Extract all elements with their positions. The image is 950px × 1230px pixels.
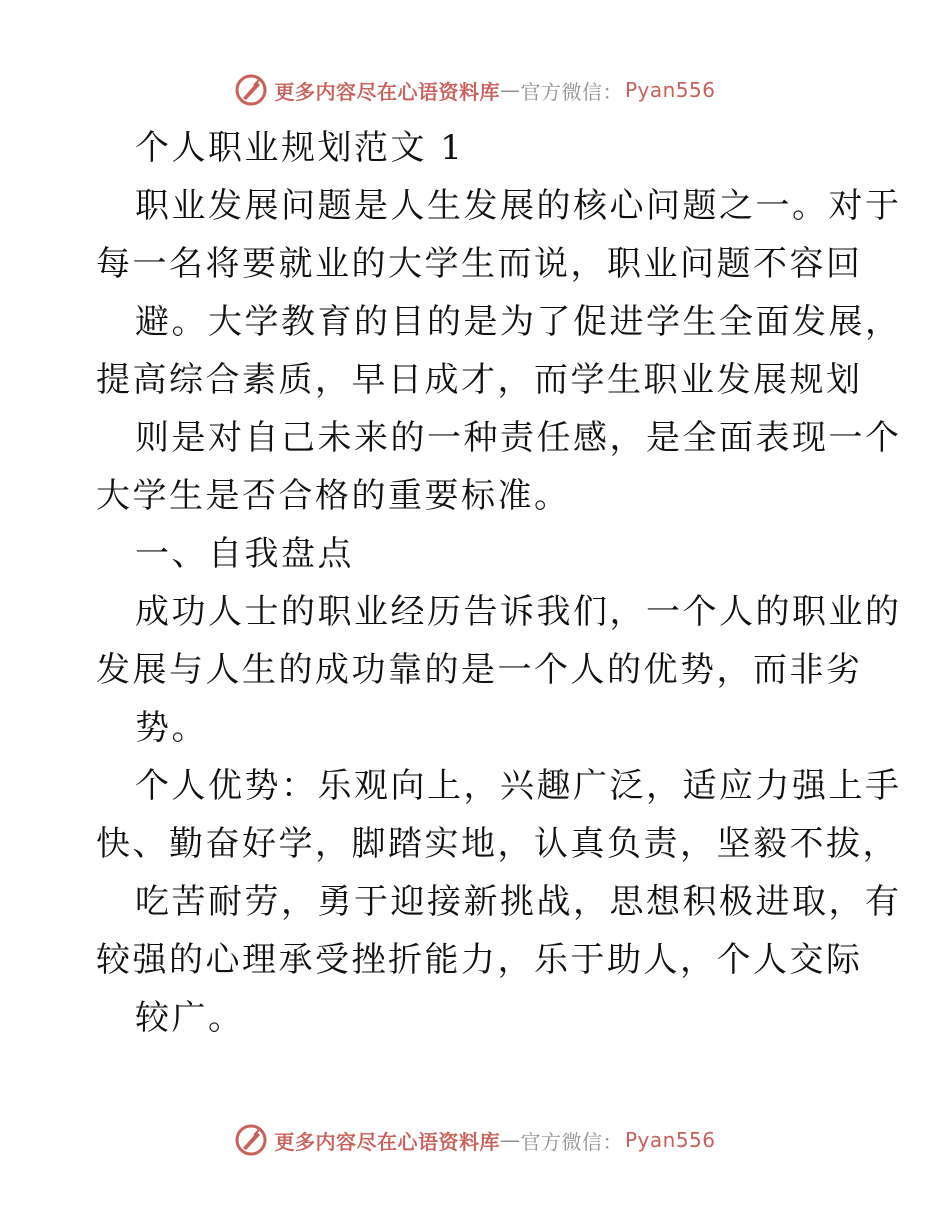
section-heading: 一、自我盘点 [135,534,354,574]
watermark-separator: — [499,1128,521,1152]
paragraph-line: 每一名将要就业的大学生而说，职业问题不容回 [96,244,863,284]
paragraph-line: 发展与人生的成功靠的是一个人的优势，而非劣 [96,650,863,690]
paragraph-line: 成功人士的职业经历告诉我们，一个人的职业的 [135,592,902,632]
footer-watermark [0,1120,950,1160]
paragraph-line: 较广。 [135,998,245,1038]
header-watermark [0,70,950,110]
feather-pen-badge-icon [234,73,268,107]
watermark-brand-text: 更多内容尽在心语资料库 [274,1129,500,1154]
watermark-brand-text: 更多内容尽在心语资料库 [274,79,500,104]
paragraph-line: 避。大学教育的目的是为了促进学生全面发展， [135,302,902,342]
paragraph-line: 快、勤奋好学，脚踏实地，认真负责，坚毅不拔， [96,824,899,864]
paragraph-line: 势。 [135,708,208,748]
watermark-wechat-label: 官方微信： [520,1129,623,1154]
document-title: 个人职业规划范文 1 [135,128,465,168]
paragraph-line: 提高综合素质，早日成才，而学生职业发展规划 [96,360,863,400]
feather-pen-badge-icon [234,1123,268,1157]
paragraph-line: 大学生是否合格的重要标准。 [96,476,571,516]
watermark-wechat-id: Pyan556 [624,78,716,102]
paragraph-line: 吃苦耐劳，勇于迎接新挑战，思想积极进取，有 [135,882,902,922]
paragraph-line: 则是对自己未来的一种责任感，是全面表现一个 [135,418,902,458]
paragraph-line: 职业发展问题是人生发展的核心问题之一。对于 [135,186,902,226]
watermark-wechat-id: Pyan556 [624,1128,716,1152]
watermark-separator: — [499,78,521,102]
paragraph-line: 较强的心理承受挫折能力，乐于助人，个人交际 [96,940,863,980]
paragraph-line: 个人优势：乐观向上，兴趣广泛，适应力强上手 [135,766,902,806]
watermark-wechat-label: 官方微信： [520,79,623,104]
